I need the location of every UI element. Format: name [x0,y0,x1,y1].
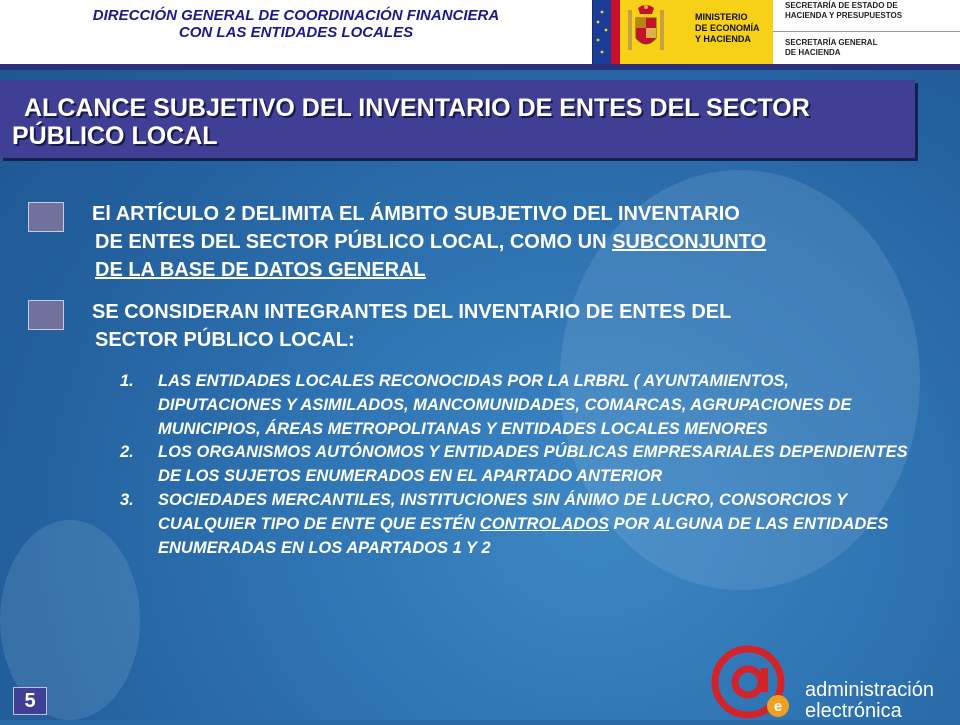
sec-state-line2: HACIENDA Y PRESUPUESTOS [785,11,903,20]
list-item-number: 3. [120,490,134,509]
secretariat-state [785,1,902,21]
ministry-logo [593,0,773,64]
sec-general-line2: DE HACIENDA [785,48,841,57]
para1-line3-underlined: DE LA BASE DE DATOS GENERAL [95,259,426,281]
sec-state-line1: SECRETARÍA DE ESTADO DE [785,1,898,10]
slide-title-bar [0,80,915,158]
list-item-text: SOCIEDADES MERCANTILES, INSTITUCIONES SIN ÁNIMO DE LUCRO, CONSORCIOS Y CUALQUIER TIPO DE ENTE QUE ESTÉN [158,490,847,533]
paragraph-article-2 [92,200,922,284]
entities-list [120,370,910,560]
slide-title [12,94,892,150]
divider [773,31,960,32]
list-item-text-end: POR ALGUNA DE LAS ENTIDADES ENUMERADAS EN LOS APARTADOS 1 Y 2 [158,514,889,557]
e-letter: e [773,698,783,715]
at-sign-icon [706,644,798,720]
ministry-line2: DE ECONOMÍA [695,23,760,33]
ministry-name [695,12,760,45]
secretariat-block [773,0,960,64]
ministry-yellow-box [620,0,773,64]
directorate-banner [0,0,593,64]
flag-red-strip [611,0,620,64]
list-item [120,441,910,489]
subconjunto-underlined: SUBCONJUNTO [612,231,767,253]
logo-line2: electrónica [805,700,902,722]
paragraph-integrantes [92,298,922,354]
list-item [120,370,910,441]
e-administration-logo [706,644,798,725]
secretariat-general [785,38,877,58]
header [0,0,960,68]
directorate-title [6,7,586,41]
list-item-number: 1. [120,372,134,390]
e-administration-text [805,680,934,722]
para2-line2: SECTOR PÚBLICO LOCAL: [95,329,355,351]
slide-title-line2: PÚBLICO LOCAL [12,122,218,150]
para2-line1: SE CONSIDERAN INTEGRANTES DEL INVENTARIO DE ENTES DEL [92,301,732,323]
ministry-line1: MINISTERIO [695,12,748,22]
slide-title-line1: ALCANCE SUBJETIVO DEL INVENTARIO DE ENTES DEL SECTOR [24,94,810,122]
logo-line1: administración [805,679,934,701]
coat-of-arms-icon [626,4,666,60]
para1-line2 [92,228,922,256]
list-item-text: LAS ENTIDADES LOCALES RECONOCIDAS POR LA LRBRL ( AYUNTAMIENTOS, DIPUTACIONES Y ASIMILADOS, MANCOMUNIDADES, COMARCAS, AGRUPACIONES DE MUNICIPIOS, ÁREAS METROPOLITANAS Y ENTIDADES LOCALES MENORES [158,372,852,438]
bullet-square [28,202,64,232]
page-number: 5 [13,687,47,715]
list-item-number: 2. [120,443,134,462]
directorate-title-line2: CON LAS ENTIDADES LOCALES [178,24,414,41]
list-item-text: LOS ORGANISMOS AUTÓNOMOS Y ENTIDADES PÚBLICAS EMPRESARIALES DEPENDIENTES DE LOS SUJETOS ENUMERADOS EN EL APARTADO ANTERIOR [158,443,908,486]
eu-flag-strip [593,0,611,64]
bullet-square [28,300,64,330]
ministry-line3: Y HACIENDA [695,34,751,44]
header-underline-bar [0,64,960,70]
controlados-underlined: CONTROLADOS [479,514,610,533]
para1-line1: El ARTÍCULO 2 DELIMITA EL ÁMBITO SUBJETIVO DEL INVENTARIO [92,203,740,225]
list-item [120,489,910,560]
para1-line2-text: DE ENTES DEL SECTOR PÚBLICO LOCAL, COMO UN [95,231,613,253]
sec-general-line1: SECRETARÍA GENERAL [785,38,878,47]
eu-stars-icon [593,0,611,64]
directorate-title-line1: DIRECCIÓN GENERAL DE COORDINACIÓN FINANCIERA [92,7,500,24]
